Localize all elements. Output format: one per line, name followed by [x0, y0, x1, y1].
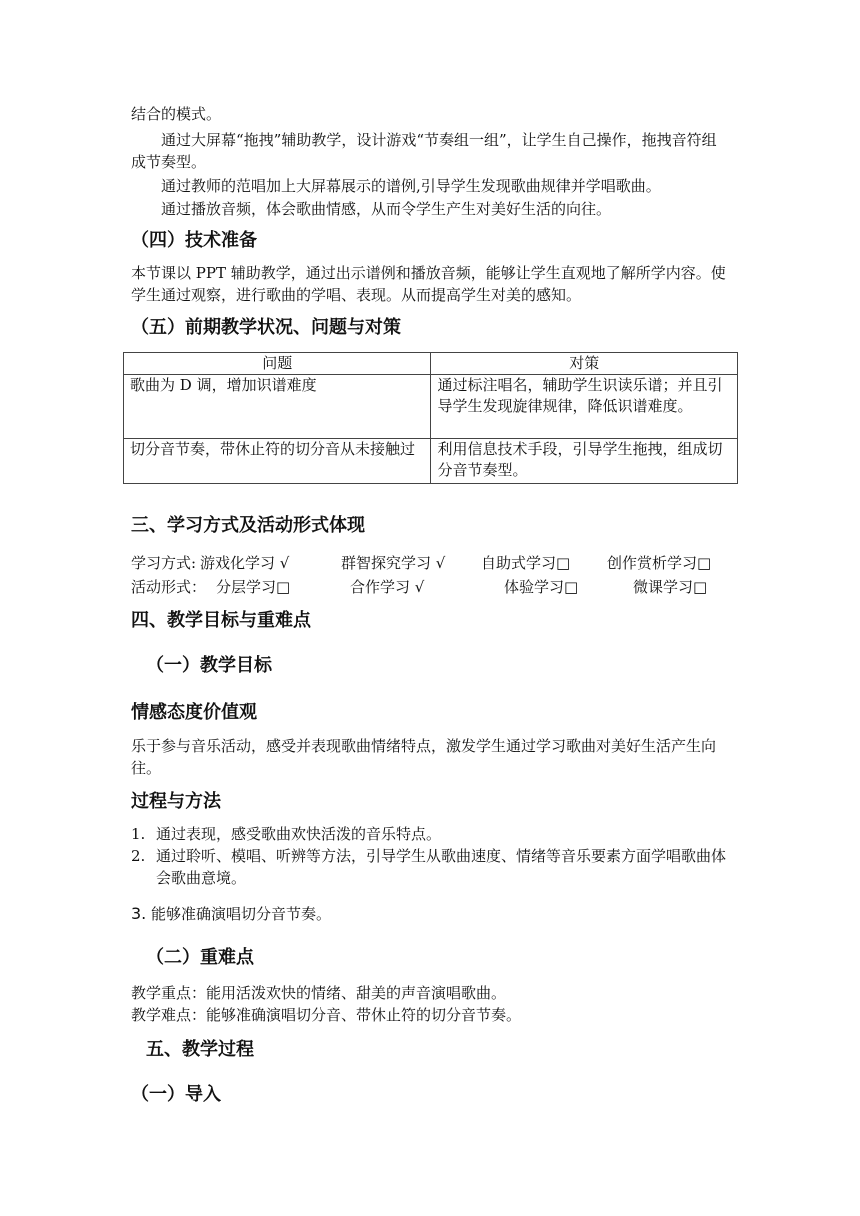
- intro-paragraph: 通过大屏幕“拖拽”辅助教学，设计游戏“节奏组一组”，让学生自己操作，拖拽音符组成节奏型。: [131, 131, 717, 171]
- subsection-heading: （一）教学目标: [146, 655, 272, 676]
- key-point-text: 教学重点：能用活泼欢快的情绪、甜美的声音演唱歌曲。: [131, 984, 507, 1002]
- emotion-paragraph: 乐于参与音乐活动，感受并表现歌曲情绪特点，激发学生通过学习歌曲对美好生活产生向往。: [131, 737, 717, 777]
- activity-form-label: 活动形式：: [131, 578, 207, 596]
- problem-strategy-table: [123, 352, 738, 484]
- topic-heading: 过程与方法: [131, 791, 221, 812]
- table-row: [124, 439, 738, 484]
- topic-heading: 情感态度价值观: [131, 702, 257, 723]
- learning-method-item: 游戏化学习 √: [200, 554, 290, 572]
- table-header: 对策: [431, 353, 738, 375]
- part-heading: 三、学习方式及活动形式体现: [131, 515, 365, 536]
- table-cell: 通过标注唱名，辅助学生识读乐谱；并且引导学生发现旋律规律，降低识谱难度。: [431, 375, 738, 439]
- list-number: 2.: [131, 847, 146, 865]
- list-number: 1.: [131, 825, 146, 843]
- table-cell: 切分音节奏，带休止符的切分音从未接触过: [124, 439, 431, 484]
- learning-method-item: 群智探究学习 √: [341, 554, 446, 572]
- learning-method-label: 学习方式:: [131, 554, 197, 572]
- intro-paragraph: 通过教师的范唱加上大屏幕展示的谱例,引导学生发现歌曲规律并学唱歌曲。: [161, 177, 661, 195]
- activity-form-item: 体验学习□: [504, 578, 579, 596]
- list-item: [131, 845, 736, 889]
- table-row: [124, 375, 738, 439]
- table-cell: 利用信息技术手段，引导学生拖拽，组成切分音节奏型。: [431, 439, 738, 484]
- list-number: 3.: [131, 904, 147, 923]
- part-heading: 五、教学过程: [146, 1039, 254, 1060]
- subsection-heading: （一）导入: [131, 1084, 221, 1105]
- learning-method-item: 创作赏析学习□: [607, 554, 712, 572]
- subsection-heading: （二）重难点: [146, 947, 254, 968]
- table-header: 问题: [124, 353, 431, 375]
- section-heading: （四）技术准备: [131, 230, 257, 251]
- list-text: 通过表现，感受歌曲欢快活泼的音乐特点。: [156, 825, 442, 843]
- difficult-point-text: 教学难点：能够准确演唱切分音、带休止符的切分音节奏。: [131, 1006, 522, 1024]
- process-list: [131, 823, 736, 889]
- part-heading: 四、教学目标与重难点: [131, 610, 311, 631]
- list-text: 通过聆听、模唱、听辨等方法，引导学生从歌曲速度、情绪等音乐要素方面学唱歌曲体会歌曲意境。: [156, 847, 727, 887]
- list-item: [131, 823, 736, 845]
- table-cell: 歌曲为 D 调，增加识谱难度: [124, 375, 431, 439]
- section-heading: （五）前期教学状况、问题与对策: [131, 317, 401, 338]
- list-text: 能够准确演唱切分音节奏。: [151, 905, 332, 923]
- intro-text: 结合的模式。: [131, 105, 222, 123]
- activity-form-item: 分层学习□: [216, 578, 291, 596]
- section-paragraph: 本节课以 PPT 辅助教学，通过出示谱例和播放音频，能够让学生直观地了解所学内容。使学生通过观察，进行歌曲的学唱、表现。从而提高学生对美的感知。: [131, 264, 726, 304]
- learning-method-item: 自助式学习□: [481, 554, 571, 572]
- activity-form-item: 合作学习 √: [350, 578, 425, 596]
- intro-paragraph: 通过播放音频，体会歌曲情感，从而令学生产生对美好生活的向往。: [161, 200, 612, 218]
- activity-form-item: 微课学习□: [633, 578, 708, 596]
- table-header-row: [124, 353, 738, 375]
